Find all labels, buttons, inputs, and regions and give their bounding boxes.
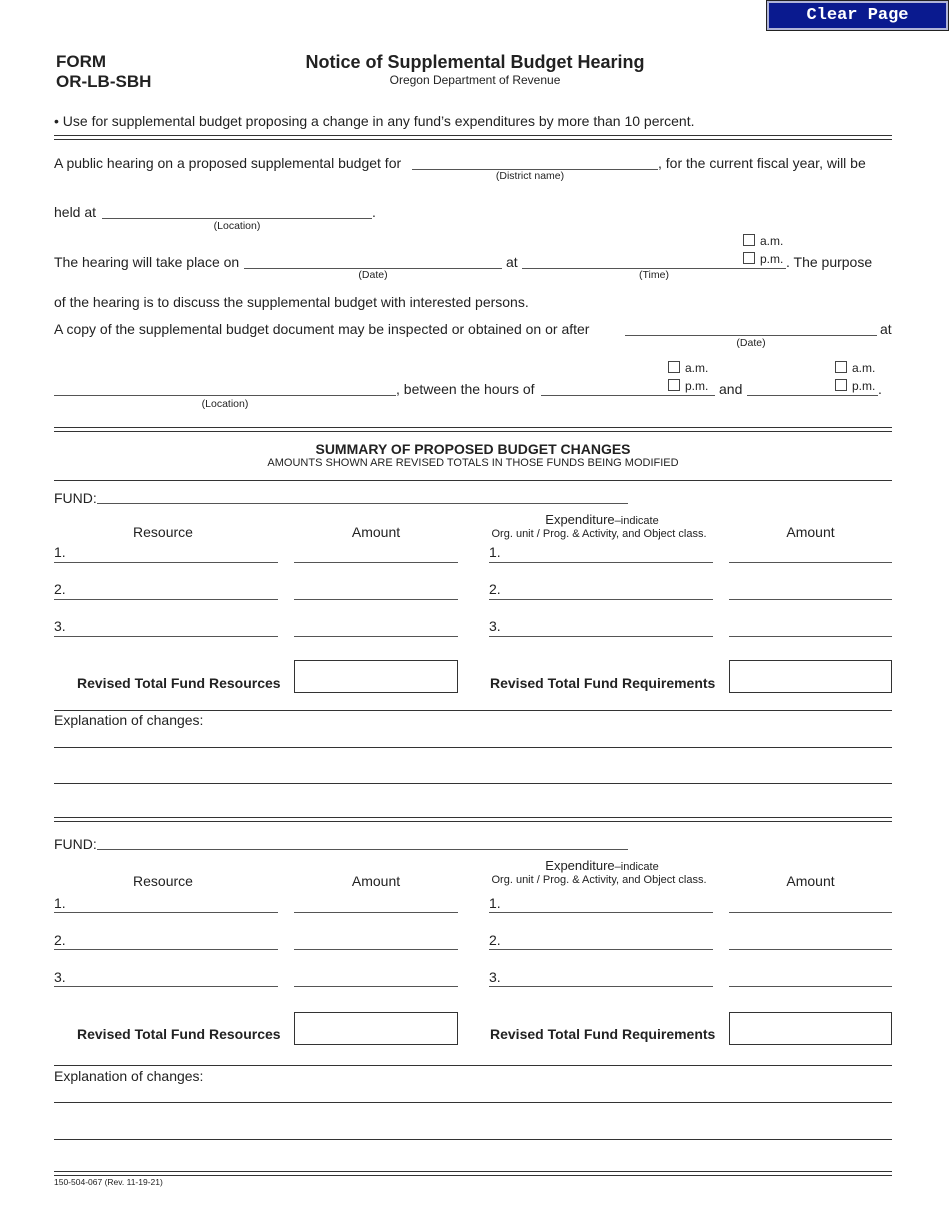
end-am-label: a.m. bbox=[852, 361, 876, 375]
total-resources-field[interactable] bbox=[294, 1012, 458, 1045]
expenditure-row-number: 2. bbox=[489, 581, 501, 597]
end-time-field[interactable] bbox=[747, 395, 878, 396]
hearing-location-caption: (Location) bbox=[213, 220, 261, 232]
p6-end: . bbox=[878, 381, 882, 397]
expenditure-2-amount-field[interactable] bbox=[729, 949, 892, 950]
hearing-pm-checkbox[interactable] bbox=[743, 252, 755, 264]
divider bbox=[54, 480, 892, 481]
start-pm-checkbox[interactable] bbox=[668, 379, 680, 391]
end-am-checkbox[interactable] bbox=[835, 361, 847, 373]
expenditure-header-label: Expenditure bbox=[545, 512, 615, 527]
fund-label: FUND: bbox=[54, 836, 97, 852]
hearing-date-caption: (Date) bbox=[358, 269, 388, 281]
expenditure-header-note: Org. unit / Prog. & Activity, and Object class. bbox=[491, 874, 707, 886]
expenditure-row-number: 3. bbox=[489, 969, 501, 985]
resource-2-field[interactable] bbox=[54, 599, 278, 600]
resource-1-field[interactable] bbox=[54, 562, 278, 563]
start-am-checkbox[interactable] bbox=[668, 361, 680, 373]
p5-at: at bbox=[880, 321, 892, 337]
divider bbox=[54, 1171, 892, 1176]
footer-form-code: 150-504-067 (Rev. 11-19-21) bbox=[54, 1177, 163, 1187]
expenditure-1-field[interactable] bbox=[489, 912, 713, 913]
resource-header: Resource bbox=[133, 524, 193, 540]
expenditure-row-number: 1. bbox=[489, 895, 501, 911]
amount-header-right: Amount bbox=[786, 873, 835, 889]
end-pm-label: p.m. bbox=[852, 379, 876, 393]
resource-row-number: 2. bbox=[54, 581, 66, 597]
explanation-line-1[interactable] bbox=[54, 747, 892, 748]
inspection-date-caption: (Date) bbox=[736, 337, 766, 349]
total-requirements-field[interactable] bbox=[729, 1012, 892, 1045]
p4-text: of the hearing is to discuss the supplemental budget with interested persons. bbox=[54, 294, 529, 310]
divider bbox=[54, 1065, 892, 1066]
p3-text-a: The hearing will take place on bbox=[54, 254, 240, 270]
start-time-field[interactable] bbox=[541, 395, 715, 396]
amount-header-right: Amount bbox=[786, 524, 835, 540]
district-name-caption: (District name) bbox=[495, 170, 565, 182]
resource-2-amount-field[interactable] bbox=[294, 599, 458, 600]
expenditure-header bbox=[491, 858, 713, 873]
summary-title: SUMMARY OF PROPOSED BUDGET CHANGES bbox=[315, 441, 631, 457]
p2-text: held at bbox=[54, 204, 97, 220]
total-resources-field[interactable] bbox=[294, 660, 458, 693]
instruction-text: • Use for supplemental budget proposing a change in any fund’s expenditures by more than 10 percent. bbox=[54, 113, 695, 129]
explanation-line-1[interactable] bbox=[54, 1102, 892, 1103]
p3-text-at: at bbox=[506, 254, 518, 270]
page-title: Notice of Supplemental Budget Hearing bbox=[305, 52, 645, 72]
fund-name-field[interactable] bbox=[97, 849, 628, 850]
p2-end: . bbox=[372, 204, 376, 220]
p1-text-a: A public hearing on a proposed supplemental budget for bbox=[54, 155, 402, 171]
total-requirements-label: Revised Total Fund Requirements bbox=[490, 675, 716, 691]
amount-header-left: Amount bbox=[351, 873, 401, 889]
explanation-label: Explanation of changes: bbox=[54, 1068, 204, 1084]
expenditure-3-field[interactable] bbox=[489, 986, 713, 987]
expenditure-2-field[interactable] bbox=[489, 599, 713, 600]
hearing-am-label: a.m. bbox=[760, 234, 784, 248]
resource-row-number: 3. bbox=[54, 618, 66, 634]
amount-header-left: Amount bbox=[351, 524, 401, 540]
expenditure-row-number: 3. bbox=[489, 618, 501, 634]
resource-1-field[interactable] bbox=[54, 912, 278, 913]
expenditure-3-amount-field[interactable] bbox=[729, 986, 892, 987]
start-pm-label: p.m. bbox=[685, 379, 709, 393]
expenditure-1-field[interactable] bbox=[489, 562, 713, 563]
inspection-location-caption: (Location) bbox=[201, 398, 249, 410]
total-resources-label: Revised Total Fund Resources bbox=[77, 675, 281, 691]
expenditure-header bbox=[491, 512, 713, 527]
expenditure-header-note: Org. unit / Prog. & Activity, and Object class. bbox=[491, 528, 707, 540]
resource-row-number: 1. bbox=[54, 544, 66, 560]
resource-3-field[interactable] bbox=[54, 636, 278, 637]
resource-2-field[interactable] bbox=[54, 949, 278, 950]
fund-label: FUND: bbox=[54, 490, 97, 506]
divider bbox=[54, 817, 892, 822]
explanation-line-2[interactable] bbox=[54, 783, 892, 784]
start-am-label: a.m. bbox=[685, 361, 709, 375]
resource-3-field[interactable] bbox=[54, 986, 278, 987]
clear-page-button[interactable]: Clear Page bbox=[767, 1, 948, 30]
p3-text-b: . The purpose bbox=[786, 254, 873, 270]
resource-row-number: 1. bbox=[54, 895, 66, 911]
fund-name-field[interactable] bbox=[97, 503, 628, 504]
p6-and: and bbox=[719, 381, 743, 397]
resource-3-amount-field[interactable] bbox=[294, 986, 458, 987]
p6-text: , between the hours of bbox=[396, 381, 535, 397]
resource-row-number: 3. bbox=[54, 969, 66, 985]
explanation-label: Explanation of changes: bbox=[54, 712, 204, 728]
page-subtitle: Oregon Department of Revenue bbox=[389, 73, 561, 87]
resource-3-amount-field[interactable] bbox=[294, 636, 458, 637]
p5-text: A copy of the supplemental budget document may be inspected or obtained on or after bbox=[54, 321, 590, 337]
end-pm-checkbox[interactable] bbox=[835, 379, 847, 391]
expenditure-row-number: 1. bbox=[489, 544, 501, 560]
resource-1-amount-field[interactable] bbox=[294, 912, 458, 913]
expenditure-1-amount-field[interactable] bbox=[729, 562, 892, 563]
expenditure-2-field[interactable] bbox=[489, 949, 713, 950]
expenditure-header-suffix: –indicate bbox=[614, 861, 659, 873]
divider bbox=[54, 710, 892, 711]
expenditure-1-amount-field[interactable] bbox=[729, 912, 892, 913]
p1-text-b: , for the current fiscal year, will be bbox=[658, 155, 866, 171]
expenditure-2-amount-field[interactable] bbox=[729, 599, 892, 600]
expenditure-header-suffix: –indicate bbox=[614, 515, 659, 527]
total-requirements-field[interactable] bbox=[729, 660, 892, 693]
divider bbox=[54, 427, 892, 432]
total-requirements-label: Revised Total Fund Requirements bbox=[490, 1026, 716, 1042]
expenditure-3-field[interactable] bbox=[489, 636, 713, 637]
hearing-pm-label: p.m. bbox=[760, 252, 784, 266]
resource-2-amount-field[interactable] bbox=[294, 949, 458, 950]
form-label-line1: FORM bbox=[56, 52, 107, 71]
expenditure-header-label: Expenditure bbox=[545, 858, 615, 873]
hearing-am-checkbox[interactable] bbox=[743, 234, 755, 246]
resource-1-amount-field[interactable] bbox=[294, 562, 458, 563]
inspection-date-field[interactable] bbox=[625, 335, 877, 336]
total-resources-label: Revised Total Fund Resources bbox=[77, 1026, 281, 1042]
explanation-line-2[interactable] bbox=[54, 1139, 892, 1140]
expenditure-3-amount-field[interactable] bbox=[729, 636, 892, 637]
resource-row-number: 2. bbox=[54, 932, 66, 948]
inspection-location-field[interactable] bbox=[54, 395, 396, 396]
hearing-location-field[interactable] bbox=[102, 218, 372, 219]
divider bbox=[54, 135, 892, 140]
hearing-time-caption: (Time) bbox=[639, 269, 669, 281]
form-label-line2: OR-LB-SBH bbox=[56, 72, 152, 91]
expenditure-row-number: 2. bbox=[489, 932, 501, 948]
resource-header: Resource bbox=[133, 873, 193, 889]
summary-subtitle: AMOUNTS SHOWN ARE REVISED TOTALS IN THOSE FUNDS BEING MODIFIED bbox=[267, 457, 679, 469]
